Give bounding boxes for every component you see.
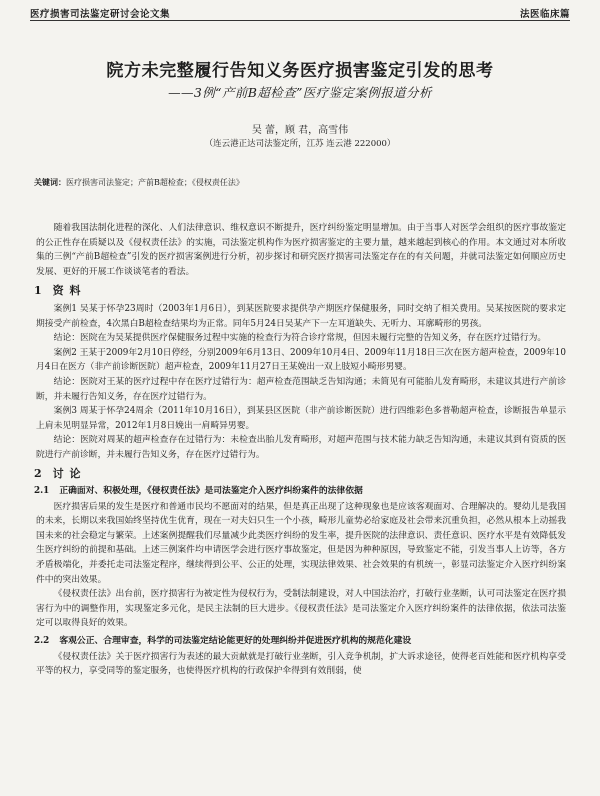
subsection-heading	[34, 634, 566, 649]
title-block	[30, 60, 570, 150]
subsection-heading	[34, 484, 566, 499]
case-paragraph: 案例1 吴某于怀孕23周时（2003年1月6日），到某医院要求提供孕产期医疗保健服务，同时交纳了相关费用。吴某按医院的要求定期接受产前检查，4次黑白B超检查结果均为正常。同年5月24日吴某产下一左耳道缺失、无听力、耳廓畸形的男孩。	[36, 303, 566, 329]
body-paragraph: 医疗损害后果的发生是医疗和普通市民均不愿面对的结果，但是真正出现了这种现象也是应该客观面对、合理解决的。婴幼儿是我国的未来，长期以来我国始终坚持优生优育，现在一对夫妇只生一个小孩，畸形儿童势必给家庭及社会带来沉重负担，必然从根本上动摇我国未来的社会稳定与繁荣。上述案例提醒我们尽量减少此类医疗纠纷的发生率，提升医院的法律意识、责任意识、医疗水平是有效降低发生医疗纠纷的前提和基础。上述三例案件均申请医学会进行医疗事故鉴定，但是因为种种原因，导致鉴定不能，引发当事人上访等，各方矛盾极端化，并委托走司法鉴定程序，继续得到公平、公正的处理，实现法律效果、社会效果的有机统一，彰显司法鉴定介入医疗纠纷案件中的突出效果。	[36, 501, 566, 585]
section-heading-materials	[34, 284, 566, 299]
subsection-number: 2.2	[34, 636, 50, 647]
keywords-label: 关键词：	[34, 177, 66, 187]
subsection-number: 2.1	[34, 486, 50, 497]
body-paragraph: 《侵权责任法》出台前，医疗损害行为被定性为侵权行为，受制法制建设，对人中国法治疗，打破行业垄断，认可司法鉴定在医疗损害行为中的调整作用，实现鉴定多元化，是民主法制的巨大进步。《侵权责任法》是司法鉴定介入医疗纠纷案件的法律依据，依法司法鉴定可以取得良好的效果。	[36, 589, 566, 629]
section-title: 讨 论	[52, 466, 82, 480]
abstract-paragraph: 随着我国法制化进程的深化、人们法律意识、维权意识不断提升，医疗纠纷鉴定明显增加。由于当事人对医学会组织的医疗事故鉴定的公正性存在质疑以及《侵权责任法》的实施，司法鉴定机构作为医疗损害鉴定的主要力量，越来越起到核心的作用。本文通过对本所收集的三例“产前B超检查”引发的医疗损害案例进行分析，初步探讨和研究医疗损害司法鉴定存在的有关问题，并就司法鉴定如何顺应历史发展、更好的开展工作谈谈笔者的看法。	[36, 223, 566, 277]
section-number: 2	[34, 466, 43, 480]
subsection-title: 客观公正、合理审查，科学的司法鉴定结论能更好的处理纠纷并促进医疗机构的规范化建设	[59, 636, 412, 647]
conclusion-paragraph: 结论：医院对王某的医疗过程中存在医疗过错行为：超声检查范围缺乏告知沟通；未简见有可能胎儿发育畸形，未建议其进行产前诊断，并未履行告知义务，存在医疗过错行为。	[36, 376, 566, 402]
paper-subtitle: ——3例“产前B超检查”医疗鉴定案例报道分析	[168, 85, 432, 100]
conclusion-paragraph: 结论：医院在为吴某提供医疗保健服务过程中实施的检查行为符合诊疗常规，但因未履行完整的告知义务，存在医疗过错行为。	[53, 333, 547, 344]
keywords-text: 医疗损害司法鉴定；产前B超检查；《侵权责任法》	[66, 178, 244, 187]
keywords	[34, 177, 570, 188]
affiliation: （连云港正达司法鉴定所，江苏 连云港 222000）	[204, 139, 396, 149]
section-title: 资 料	[52, 284, 82, 298]
section-heading-discussion	[34, 467, 566, 482]
article-body	[36, 221, 566, 679]
paper-title: 院方未完整履行告知义务医疗损害鉴定引发的思考	[106, 61, 494, 81]
conclusion-paragraph: 结论：医院对周某的超声检查存在过错行为：未检查出胎儿发育畸形，对超声范围与技术能力缺乏告知沟通，未建议其到有资质的医院进行产前诊断，并未履行告知义务，存在医疗过错行为。	[36, 435, 566, 460]
running-head-left: 医疗损害司法鉴定研讨会论文集	[30, 9, 171, 20]
body-paragraph: 《侵权责任法》关于医疗损害行为表述的最大贡献就是打破行业垄断，引入竞争机制，扩大诉求途径，使得老百姓能和医疗机构享受平等的权力，享受同等的鉴定服务，也使得医疗机构的行政保护伞得到有效削弱，使	[36, 651, 566, 677]
case-paragraph: 案例2 王某于2009年2月10日停经，分别2009年6月13日、2009年10月4日、2009年11月18日三次在医方超声检查，2009年10月4日在医方（非产前诊断医院）超声检查，2009年11月27日王某娩出一双上肢短小畸形男婴。	[36, 347, 566, 373]
author-list: 吴 蕾，顾 君，高雪伟	[251, 125, 349, 136]
running-head	[30, 6, 570, 21]
case-paragraph: 案例3 周某于怀孕24周余（2011年10月16日），到某县区医院（非产前诊断医院）进行四维彩色多普勒超声检查，诊断报告单显示上肩未见明显异常，2012年1月8日娩出一肩畸异男婴。	[36, 406, 566, 431]
running-head-right: 法医临床篇	[519, 9, 570, 20]
section-number: 1	[34, 284, 43, 298]
subsection-title: 正确面对、积极处理，《侵权责任法》是司法鉴定介入医疗纠纷案件的法律依据	[59, 486, 363, 497]
